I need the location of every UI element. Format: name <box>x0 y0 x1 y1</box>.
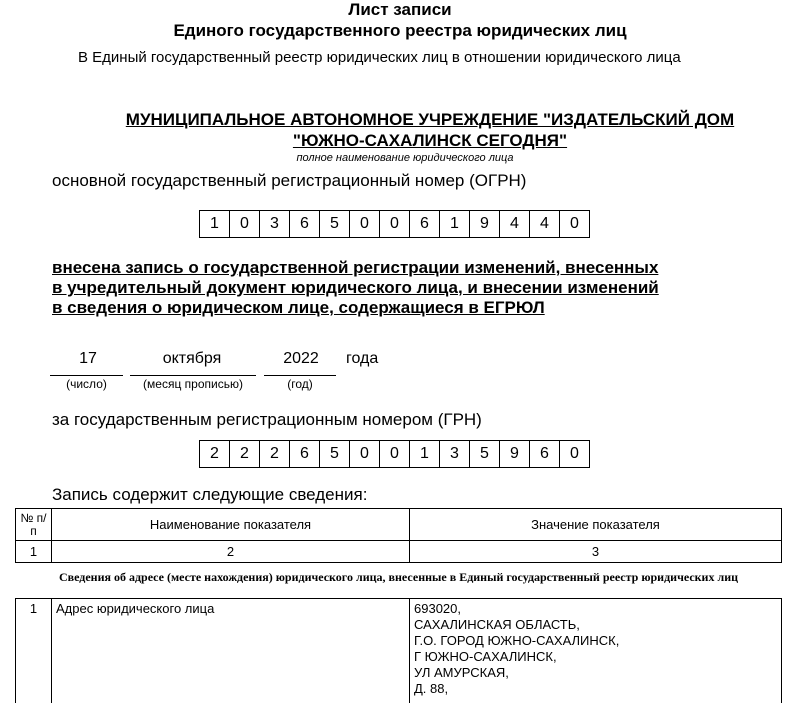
info-table <box>15 508 782 563</box>
column-number-1: 1 <box>16 541 52 563</box>
ogrn-digit-boxes <box>199 210 590 238</box>
ogrn-digit: 5 <box>319 210 350 238</box>
header-value: Значение показателя <box>410 509 782 541</box>
date-year: 2022 <box>266 350 336 368</box>
date-suffix: года <box>346 350 378 368</box>
table-column-numbers <box>16 541 782 563</box>
column-number-2: 2 <box>52 541 410 563</box>
address-line: Г.О. ГОРОД ЮЖНО-САХАЛИНСК, <box>414 633 777 649</box>
ogrn-digit: 0 <box>559 210 590 238</box>
address-line: Г ЮЖНО-САХАЛИНСК, <box>414 649 777 665</box>
row-num: 1 <box>16 599 52 703</box>
section-title: Сведения об адресе (месте нахождения) юридического лица, внесенные в Единый государственный реестр юридических лиц <box>15 570 782 584</box>
date-day-line <box>50 375 123 376</box>
organization-name-caption: полное наименование юридического лица <box>0 152 800 164</box>
date-year-line <box>264 375 336 376</box>
grn-digit-boxes <box>199 440 590 468</box>
grn-digit: 6 <box>529 440 560 468</box>
row-indicator: Адрес юридического лица <box>52 599 410 703</box>
address-line: САХАЛИНСКАЯ ОБЛАСТЬ, <box>414 617 777 633</box>
ogrn-digit: 4 <box>529 210 560 238</box>
address-line: Д. 88, <box>414 681 777 697</box>
ogrn-digit: 4 <box>499 210 530 238</box>
ogrn-digit: 9 <box>469 210 500 238</box>
ogrn-digit: 0 <box>349 210 380 238</box>
column-number-3: 3 <box>410 541 782 563</box>
record-statement <box>52 258 772 318</box>
document-subtitle: Единого государственного реестра юридических лиц <box>0 21 800 41</box>
address-line: 693020, <box>414 601 777 617</box>
grn-digit: 3 <box>439 440 470 468</box>
date-year-caption: (год) <box>264 377 336 391</box>
header-num: № п/п <box>16 509 52 541</box>
ogrn-label: основной государственный регистрационный номер (ОГРН) <box>52 171 526 191</box>
ogrn-digit: 1 <box>199 210 230 238</box>
grn-label: за государственным регистрационным номером (ГРН) <box>52 410 482 430</box>
record-line-3: в сведения о юридическом лице, содержащиеся в ЕГРЮЛ <box>52 298 772 318</box>
row-value <box>410 599 782 703</box>
date-month: октября <box>132 350 252 368</box>
organization-name-line1: МУНИЦИПАЛЬНОЕ АВТОНОМНОЕ УЧРЕЖДЕНИЕ "ИЗДАТЕЛЬСКИЙ ДОМ <box>40 109 800 130</box>
address-line: УЛ АМУРСКАЯ, <box>414 665 777 681</box>
organization-name-line2: "ЮЖНО-САХАЛИНСК СЕГОДНЯ" <box>40 130 800 151</box>
date-month-line <box>130 375 256 376</box>
ogrn-digit: 3 <box>259 210 290 238</box>
table-header-row <box>16 509 782 541</box>
date-day: 17 <box>60 350 116 368</box>
table-row <box>16 599 782 703</box>
address-table <box>15 598 782 703</box>
ogrn-digit: 6 <box>409 210 440 238</box>
date-month-caption: (месяц прописью) <box>130 377 256 391</box>
ogrn-digit: 1 <box>439 210 470 238</box>
ogrn-digit: 0 <box>379 210 410 238</box>
grn-digit: 2 <box>259 440 290 468</box>
contents-label: Запись содержит следующие сведения: <box>52 485 367 505</box>
grn-digit: 1 <box>409 440 440 468</box>
grn-digit: 9 <box>499 440 530 468</box>
grn-digit: 6 <box>289 440 320 468</box>
grn-digit: 5 <box>319 440 350 468</box>
organization-name <box>40 109 800 151</box>
grn-digit: 2 <box>199 440 230 468</box>
ogrn-digit: 0 <box>229 210 260 238</box>
grn-digit: 0 <box>379 440 410 468</box>
grn-digit: 2 <box>229 440 260 468</box>
document-title: Лист записи <box>0 0 800 20</box>
grn-digit: 0 <box>349 440 380 468</box>
date-day-caption: (число) <box>50 377 123 391</box>
grn-digit: 5 <box>469 440 500 468</box>
intro-text: В Единый государственный реестр юридических лиц в отношении юридического лица <box>48 49 748 67</box>
header-indicator: Наименование показателя <box>52 509 410 541</box>
grn-digit: 0 <box>559 440 590 468</box>
record-line-1: внесена запись о государственной регистрации изменений, внесенных <box>52 258 772 278</box>
ogrn-digit: 6 <box>289 210 320 238</box>
record-line-2: в учредительный документ юридического лица, и внесении изменений <box>52 278 772 298</box>
